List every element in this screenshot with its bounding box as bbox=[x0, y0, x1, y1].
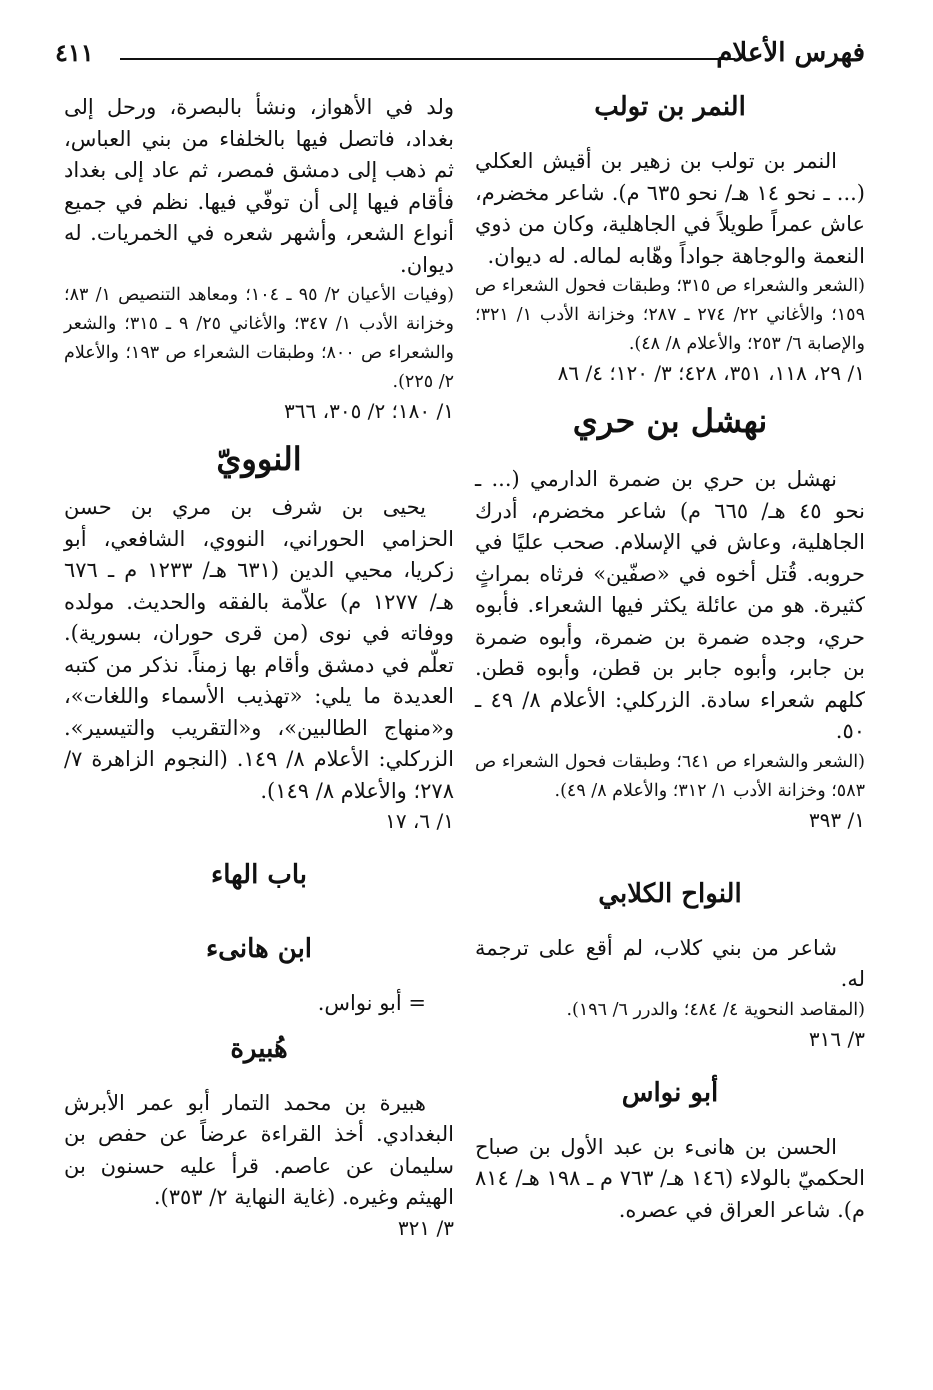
entry-pages: ٣/ ٣١٦ bbox=[808, 1026, 865, 1051]
entry-body: شاعر من بني كلاب، لم أقع على ترجمة له. bbox=[475, 935, 865, 991]
entry-references: (الشعر والشعراء ص ٣١٥؛ وطبقات فحول الشعراء ص ١٥٩؛ والأغاني ٢٢/ ٢٧٤ ـ ٢٨٧؛ وخزانة الأدب ١/ ٣٢١؛ والإصابة ٦/ ٢٥٣؛ والأعلام ٨/ ٤٨). bbox=[475, 276, 865, 354]
entry-hubayra bbox=[64, 1034, 454, 1243]
right-column bbox=[475, 92, 865, 1226]
entry-title: النواح الكلابي bbox=[598, 878, 742, 909]
left-column bbox=[64, 92, 454, 1243]
entry-pages: ١/ ٦، ١٧ bbox=[385, 809, 454, 833]
page-header bbox=[55, 38, 865, 78]
entry-title: أبو نواس bbox=[621, 1077, 719, 1108]
header-rule bbox=[120, 58, 735, 60]
entry-nawawi bbox=[64, 440, 454, 836]
entry-abu-nuwas bbox=[475, 1078, 865, 1227]
entry-body: نهشل بن حري بن ضمرة الدارمي (... ـ نحو ٤٥ هـ/ ٦٦٥ م) شاعر مخضرم، أدرك الجاهلية، وعاش في الإسلام. صحب عليًا في حروبه. قُتل أخوه في «صفّين» فرثاه بمراثٍ كثيرة. هو من عائلة يكثر فيها الشعراء. فأبوه حري، وجده ضمرة بن ضمرة، وأبوه ضمرة بن جابر، وأبوه جابر بن قطن، وأبوه قطن. كلهم شعراء سادة. الزركلي: الأعلام ٨/ ٤٩ ـ ٥٠. bbox=[475, 467, 866, 743]
entry-pages: ١/ ٣٩٣ bbox=[808, 807, 865, 832]
entry-title: النمر بن تولب bbox=[594, 92, 746, 122]
page-number: ٤١١ bbox=[55, 38, 94, 67]
entry-references: (المقاصد النحوية ٤/ ٤٨٤؛ والدرر ٦/ ١٩٦). bbox=[566, 999, 865, 1020]
entry-pages: ١/ ٢٩، ١١٨، ٣٥١، ٤٢٨؛ ٣/ ١٢٠؛ ٤/ ٨٦ bbox=[557, 361, 865, 385]
entry-namir bbox=[475, 92, 865, 388]
entry-title: ابن هانىء bbox=[205, 934, 313, 964]
entry-references: (وفيات الأعيان ٢/ ٩٥ ـ ١٠٤؛ ومعاهد التنصيص ١/ ٨٣؛ وخزانة الأدب ١/ ٣٤٧؛ والأغاني ٢٥/ ٩ ـ ٣١٥؛ والشعر والشعراء ص ٨٠٠؛ وطبقات الشعراء ص ١٩٣؛ والأعلام ٢/ ٢٢٥). bbox=[64, 285, 454, 392]
entry-body: يحيى بن شرف بن مري بن حسن الحزامي الحوراني، النووي، الشافعي، أبو زكريا، محيي الدين (٦٣١ هـ/ ١٢٣٣ م ـ ٦٧٦ هـ/ ١٢٧٧ م) علاّمة بالفقه والحديث. مولده ووفاته في نوى (من قرى حوران، بسورية). تعلّم في دمشق وأقام بها زمناً. نذكر من كتبه العديدة ما يلي: «تهذيب الأسماء واللغات»، و«منهاج الطالبين»، و«التقريب والتيسير». الزركلي: الأعلام ٨/ ١٤٩. (النجوم الزاهرة ٧/ ٢٧٨؛ والأعلام ٨/ ١٤٩). bbox=[64, 495, 454, 803]
entry-pages: ١/ ١٨٠؛ ٢/ ٣٠٥، ٣٦٦ bbox=[284, 399, 454, 423]
entry-ibn-hani bbox=[64, 934, 454, 1020]
entry-references: (الشعر والشعراء ص ٦٤١؛ وطبقات فحول الشعراء ص ٥٨٣؛ وخزانة الأدب ١/ ٣١٢؛ والأعلام ٨/ ٤٩). bbox=[475, 751, 865, 801]
entry-title: هُبيرة bbox=[230, 1033, 288, 1064]
entry-body: النمر بن تولب بن زهير بن أقيش العكلي (... ـ نحو ١٤ هـ/ نحو ٦٣٥ م). شاعر مخضرم، عاش عمراً طويلاً في الجاهلية، وكان من ذوي النعمة والوجاهة جواداً وهّابه لماله. له ديوان. bbox=[475, 149, 866, 268]
entry-title: نهشل بن حري bbox=[572, 402, 768, 440]
entry-nahshal bbox=[475, 402, 865, 835]
entry-body: الحسن بن هانىء بن عبد الأول بن صباح الحكميّ بالولاء (١٤٦ هـ/ ٧٦٣ م ـ ١٩٨ هـ/ ٨١٤ م). شاعر العراق في عصره. bbox=[475, 1134, 865, 1222]
entry-continuation bbox=[64, 92, 454, 426]
entry-body: هبيرة بن محمد التمار أبو عمر الأبرش البغدادي. أخذ القراءة عرضاً عن حفص بن سليمان عن عاصم. قرأ عليه حسنون بن الهيثم وغيره. (غاية النهاية ٢/ ٣٥٣). bbox=[64, 1090, 454, 1209]
entry-body: ولد في الأهواز، ونشأ بالبصرة، ورحل إلى بغداد، فاتصل فيها بالخلفاء من بني العباس، ثم ذهب إلى دمشق فمصر، ثم عاد إلى بغداد فأقام فيها إلى أن توفّي فيها. نظم في جميع أنواع الشعر، وأشهر شعره في الخمريات. له ديوان. bbox=[64, 95, 454, 277]
entry-pages: ٣/ ٣٢١ bbox=[397, 1215, 454, 1240]
entry-body: = أبو نواس. bbox=[317, 991, 426, 1015]
section-heading: باب الهاء bbox=[211, 860, 307, 890]
running-title: فهرس الأعلام bbox=[716, 38, 865, 68]
entry-title: النوويّ bbox=[216, 440, 302, 478]
entry-nawwah bbox=[475, 879, 865, 1054]
